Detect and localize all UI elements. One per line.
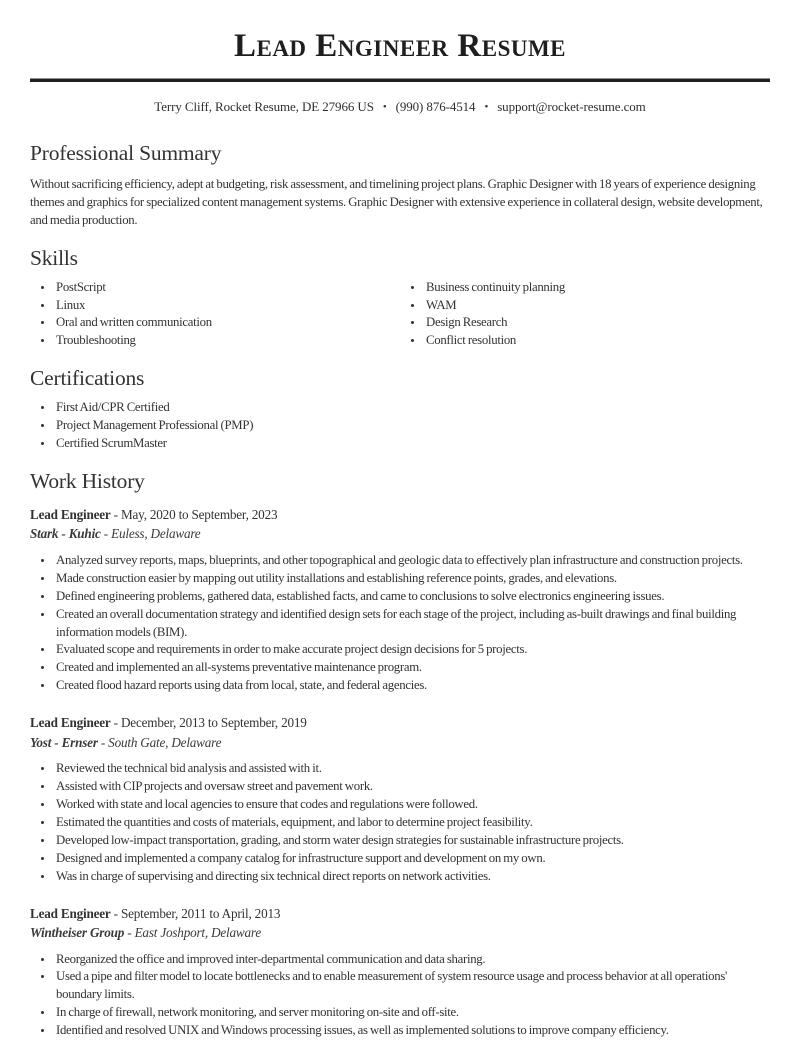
job-title-line [30,713,770,733]
job-location: East Joshport, Delaware [134,925,261,941]
job-title: Lead Engineer [30,506,111,522]
certification-item: • Project Management Professional (PMP) [54,417,770,435]
job-separator: - [100,734,106,750]
professional-summary-text: Without sacrificing efficiency, adept at budgeting, risk assessment, and timelining project plans. Graphic Designer with 18 years of experience designing themes and graphics for specialized content management systems. Graphic Designer with extensive experience in collateral design, website development, and media production. [30,177,763,228]
job-title-line [30,505,770,525]
job-bullet: • Made construction easier by mapping out utility installations and establishing reference points, grades, and elevations. [54,570,770,588]
job-separator: - [103,526,108,542]
section-heading-skills: Skills [30,245,78,270]
page-title: Lead Engineer Resume [233,28,567,64]
job-bullet: • Analyzed survey reports, maps, blueprints, and other topographical and geologic data to effectively plan infrastructure and construction projects. [54,552,770,570]
skill-item: • Troubleshooting [54,332,400,350]
certifications-list [30,399,770,453]
skills-list-right [400,279,770,351]
contact-email: support@rocket-resume.com [497,99,646,114]
job-company-line [30,923,770,943]
skill-item: • Design Research [424,314,770,332]
job-location: South Gate, Delaware [108,734,222,750]
job-bullet: • Created an overall documentation strategy and identified design sets for each stage of the project, including as-built drawings and final building information models (BIM). [54,606,770,642]
job-dates: December, 2013 to September, 2019 [120,715,307,731]
job-bullet: • Reviewed the technical bid analysis and assisted with it. [54,760,770,778]
job-bullet: • Used a pipe and filter model to locate bottlenecks and to enable measurement of system resource usage and process behavior at all operations' boundary limits. [54,968,770,1004]
job-bullet-list [30,552,770,695]
job-dates: September, 2011 to April, 2013 [120,905,281,921]
job-bullet: • Assisted with CIP projects and oversaw street and pavement work. [54,778,770,796]
job-separator: - [127,925,132,941]
job-company: Yost - Ernser [30,734,98,750]
job-separator: - [113,506,118,522]
job-bullet: • Estimated the quantities and costs of materials, equipment, and labor to determine project feasibility. [54,814,770,832]
contact-phone: (990) 876-4514 [395,99,476,114]
job-bullet-list [30,951,770,1041]
job-separator: - [113,715,118,731]
job-bullet: • Designed and implemented a company catalog for infrastructure support and development on my own. [54,850,770,868]
job-entry [30,713,770,885]
job-location: Euless, Delaware [111,526,201,542]
contact-separator-dot: • [382,101,387,113]
job-bullet: • Created flood hazard reports using data from local, state, and federal agencies. [54,677,770,695]
job-company: Wintheiser Group [30,925,125,941]
job-bullet: • Worked with state and local agencies to ensure that codes and regulations were followed. [54,796,770,814]
skill-item: • PostScript [54,279,400,297]
job-bullet: • Created and implemented an all-systems preventative maintenance program. [54,659,770,677]
job-title: Lead Engineer [30,715,111,731]
job-bullet: • Reorganized the office and improved inter-departmental communication and data sharing. [54,951,770,969]
skill-item: • Business continuity planning [424,279,770,297]
job-entry [30,904,770,1041]
header-divider [30,78,770,82]
job-title: Lead Engineer [30,905,111,921]
job-bullet: • Was in charge of supervising and directing six technical direct reports on network activities. [54,868,770,886]
contact-name-address: Terry Cliff, Rocket Resume, DE 27966 US [154,99,374,114]
contact-line [30,98,770,116]
skill-item: • Conflict resolution [424,332,770,350]
skill-item: • Linux [54,297,400,315]
job-company: Stark - Kuhic [30,526,101,542]
job-entry [30,505,770,695]
job-bullet: • Developed low-impact transportation, grading, and storm water design strategies for sustainable infrastructure projects. [54,832,770,850]
skill-item: • Oral and written communication [54,314,400,332]
job-bullet-list [30,760,770,885]
job-company-line [30,524,770,544]
job-bullet: • Evaluated scope and requirements in order to make accurate project design decisions for 5 projects. [54,641,770,659]
section-heading-professional-summary: Professional Summary [30,141,222,165]
skill-item: • WAM [424,297,770,315]
job-bullet: • Defined engineering problems, gathered data, established facts, and came to conclusions to solve electronics engineering issues. [54,588,770,606]
job-bullet: • In charge of firewall, network monitoring, and server monitoring on-site and off-site. [54,1004,770,1022]
job-title-line [30,904,770,924]
job-bullet: • Identified and resolved UNIX and Windows processing issues, as well as implemented solutions to improve company efficiency. [54,1022,770,1040]
job-dates: May, 2020 to September, 2023 [120,506,278,522]
job-company-line [30,733,770,753]
certification-item: • Certified ScrumMaster [54,435,770,453]
section-heading-certifications: Certifications [30,366,145,391]
job-separator: - [113,905,118,921]
skills-list-left [30,279,400,351]
skills-columns [30,271,770,351]
contact-separator-dot: • [484,101,489,113]
section-heading-work-history: Work History [30,468,145,493]
certification-item: • First Aid/CPR Certified [54,399,770,417]
resume-document [0,28,800,1040]
